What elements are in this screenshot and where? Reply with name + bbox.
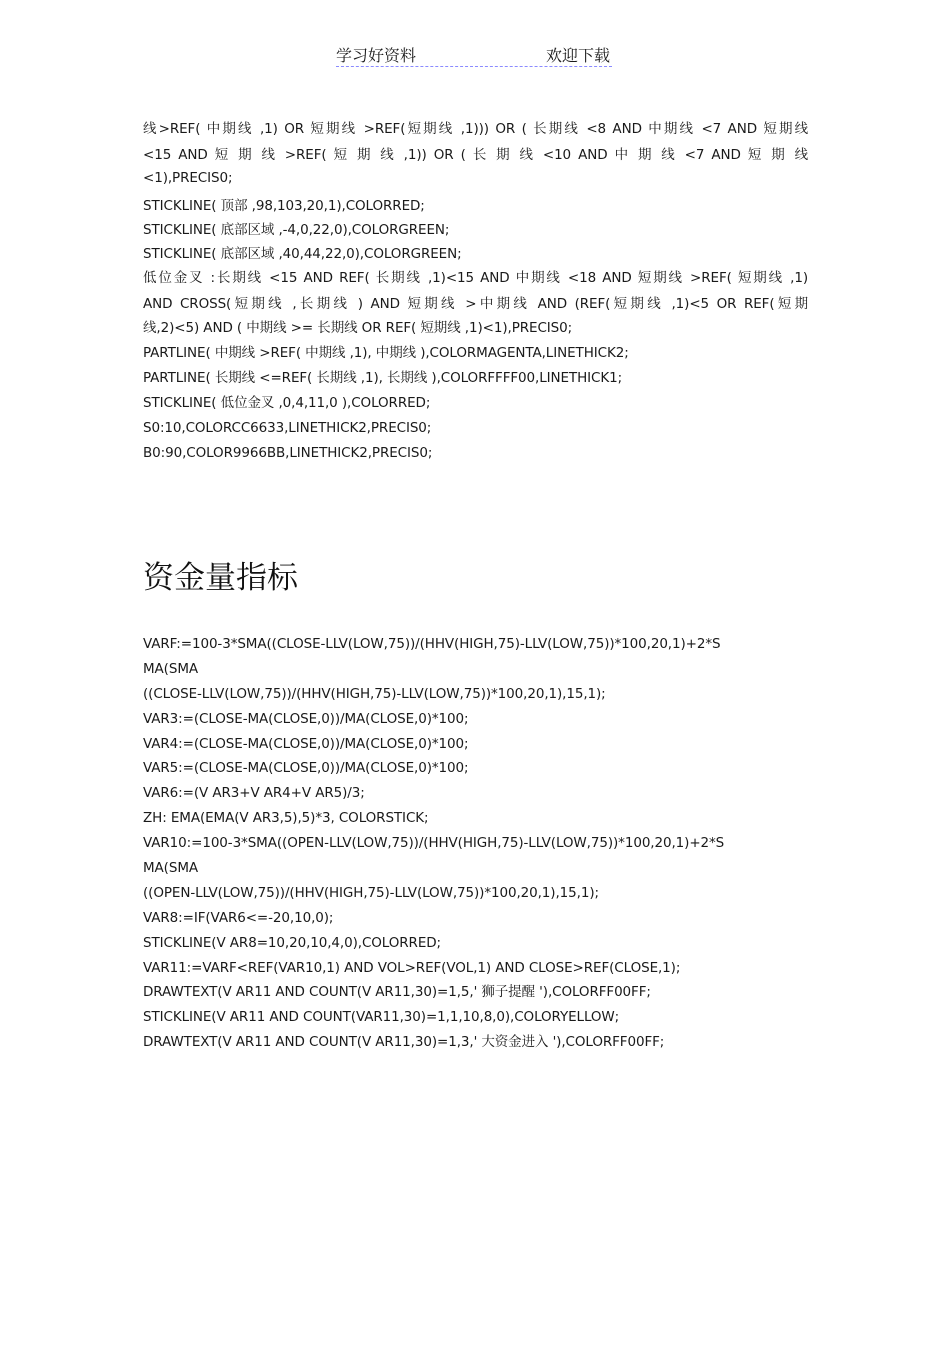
code-line: 线,2)<5) AND ( 中期线 >= 长期线 OR REF( 短期线 ,1)<1),PRECIS0; <box>143 320 573 336</box>
code-line: 线>REF( 中期线 ,1) OR 短期线 >REF(短期线 ,1))) OR ( 长期线 <8 AND 中期线 <7 AND 短期线 <box>143 121 808 137</box>
code-line: 低位金叉 :长期线 <15 AND REF( 长期线 ,1)<15 AND 中期线 <18 AND 短期线 >REF( 短期线 ,1) <box>143 270 808 286</box>
code-line: AND CROSS(短期线 ,长期线 ) AND 短期线 >中期线 AND (REF(短期线 ,1)<5 OR REF(短期 <box>143 296 808 312</box>
code-line: STICKLINE( 顶部 ,98,103,20,1),COLORRED; <box>143 198 425 214</box>
section-title: 资金量指标 <box>143 560 298 596</box>
code-line: VAR8:=IF(VAR6<=-20,10,0); <box>143 909 334 926</box>
header-left-text: 学习好资料 <box>336 46 417 65</box>
formula-block-1 <box>143 119 808 468</box>
code-line: MA(SMA <box>143 860 199 877</box>
code-line: STICKLINE( 底部区域 ,40,44,22,0),COLORGREEN; <box>143 246 462 262</box>
header-right-text: 欢迎下载 <box>545 46 610 65</box>
formula-block-2 <box>143 634 808 1057</box>
code-line: S0:10,COLORCC6633,LINETHICK2,PRECIS0; <box>143 420 432 436</box>
code-line: ((OPEN-LLV(LOW,75))/(HHV(HIGH,75)-LLV(LOW,75))*100,20,1),15,1); <box>143 884 599 901</box>
code-line: STICKLINE(V AR11 AND COUNT(VAR11,30)=1,1,10,8,0),COLORYELLOW; <box>143 1009 620 1026</box>
page-header <box>336 40 612 67</box>
code-line: VAR6:=(V AR3+V AR4+V AR5)/3; <box>143 785 365 802</box>
code-line: <1),PRECIS0; <box>143 170 233 186</box>
code-line: ZH: EMA(EMA(V AR3,5),5)*3, COLORSTICK; <box>143 810 429 827</box>
code-line: MA(SMA <box>143 660 199 677</box>
code-line: VAR5:=(CLOSE-MA(CLOSE,0))/MA(CLOSE,0)*100; <box>143 760 469 777</box>
code-line: STICKLINE( 底部区域 ,-4,0,22,0),COLORGREEN; <box>143 222 450 238</box>
code-line: VAR3:=(CLOSE-MA(CLOSE,0))/MA(CLOSE,0)*100; <box>143 710 469 727</box>
code-line: ((CLOSE-LLV(LOW,75))/(HHV(HIGH,75)-LLV(LOW,75))*100,20,1),15,1); <box>143 685 606 702</box>
code-line: DRAWTEXT(V AR11 AND COUNT(V AR11,30)=1,5,' 狮子提醒 '),COLORFF00FF; <box>143 984 651 1001</box>
code-line: VAR4:=(CLOSE-MA(CLOSE,0))/MA(CLOSE,0)*100; <box>143 735 469 752</box>
code-line: <15 AND 短 期 线 >REF( 短 期 线 ,1)) OR ( 长 期 线 <10 AND 中 期 线 <7 AND 短 期 线 <box>143 147 808 163</box>
code-line: PARTLINE( 长期线 <=REF( 长期线 ,1), 长期线 ),COLORFFFF00,LINETHICK1; <box>143 370 623 386</box>
code-line: PARTLINE( 中期线 >REF( 中期线 ,1), 中期线 ),COLORMAGENTA,LINETHICK2; <box>143 345 629 361</box>
code-line: VAR11:=VARF<REF(VAR10,1) AND VOL>REF(VOL,1) AND CLOSE>REF(CLOSE,1); <box>143 959 681 976</box>
code-line: B0:90,COLOR9966BB,LINETHICK2,PRECIS0; <box>143 445 433 461</box>
code-line: VAR10:=100-3*SMA((OPEN-LLV(LOW,75))/(HHV(HIGH,75)-LLV(LOW,75))*100,20,1)+2*S <box>143 835 725 852</box>
code-line: STICKLINE( 低位金叉 ,0,4,11,0 ),COLORRED; <box>143 395 431 411</box>
code-line: STICKLINE(V AR8=10,20,10,4,0),COLORRED; <box>143 934 442 951</box>
code-line: DRAWTEXT(V AR11 AND COUNT(V AR11,30)=1,3,' 大资金进入 '),COLORFF00FF; <box>143 1034 665 1051</box>
code-line: VARF:=100-3*SMA((CLOSE-LLV(LOW,75))/(HHV(HIGH,75)-LLV(LOW,75))*100,20,1)+2*S <box>143 636 721 652</box>
